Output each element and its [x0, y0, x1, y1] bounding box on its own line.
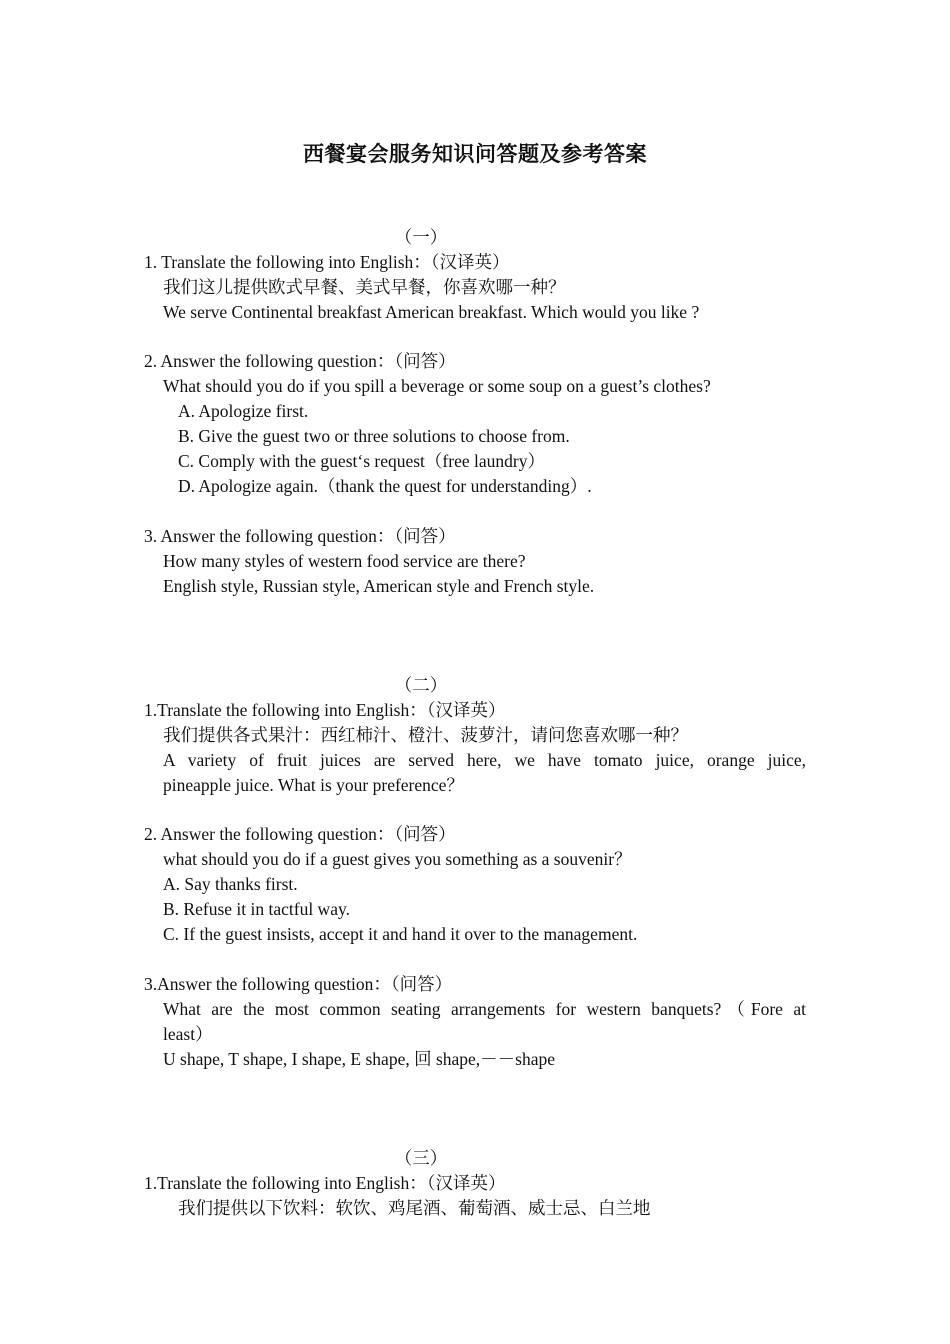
s1-q1-chinese: 我们这儿提供欧式早餐、美式早餐，你喜欢哪一种？ — [163, 277, 566, 297]
s1-q3-question: How many styles of western food service are there? — [163, 551, 526, 571]
s1-q2-prompt: 2. Answer the following question：（问答） — [144, 351, 456, 371]
s1-q1-answer: We serve Continental breakfast American breakfast. Which would you like ? — [163, 302, 700, 322]
s2-q1-answer-line2: pineapple juice. What is your preference？ — [163, 775, 464, 795]
s1-q2-option-d: D. Apologize again.（thank the quest for understanding）. — [178, 476, 592, 496]
s2-q2-option-c: C. If the guest insists, accept it and hand it over to the management. — [163, 924, 638, 944]
s2-q1-prompt: 1.Translate the following into English：（汉译英） — [144, 700, 506, 720]
s2-q2-prompt: 2. Answer the following question：（问答） — [144, 824, 456, 844]
s1-q3-prompt: 3. Answer the following question：（问答） — [144, 526, 456, 546]
s2-q1-chinese: 我们提供各式果汁：西红柿汁、橙汁、菠萝汁，请问您喜欢哪一种？ — [163, 725, 688, 745]
s2-q2-question: what should you do if a guest gives you something as a souvenir？ — [163, 849, 632, 869]
s1-q2-option-b: B. Give the guest two or three solutions to choose from. — [178, 426, 570, 446]
s2-q3-prompt: 3.Answer the following question：（问答） — [144, 974, 453, 994]
s1-q2-question: What should you do if you spill a beverage or some soup on a guest’s clothes? — [163, 376, 711, 396]
section-3-heading: （三） — [394, 1148, 448, 1168]
s2-q3-question-line1: What are the most common seating arrangements for western banquets?（Fore at — [163, 999, 806, 1019]
s2-q3-question-line2: least） — [163, 1024, 213, 1044]
s3-q1-prompt: 1.Translate the following into English：（汉译英） — [144, 1173, 506, 1193]
s2-q2-option-a: A. Say thanks first. — [163, 874, 298, 894]
s1-q2-option-a: A. Apologize first. — [178, 401, 309, 421]
s1-q3-answer: English style, Russian style, American style and French style. — [163, 576, 595, 596]
s1-q1-prompt: 1. Translate the following into English：（汉译英） — [144, 252, 510, 272]
s3-q1-chinese: 我们提供以下饮料：软饮、鸡尾酒、葡萄酒、威士忌、白兰地 — [178, 1198, 651, 1218]
s1-q2-option-c: C. Comply with the guest‘s request（free laundry） — [178, 451, 545, 471]
section-1-heading: （一） — [394, 227, 448, 247]
s2-q3-answer: U shape, T shape, I shape, E shape, 回 shape,－－shape — [163, 1049, 556, 1069]
s2-q1-answer-line1: A variety of fruit juices are served here, we have tomato juice, orange juice, — [163, 750, 806, 770]
document-title: 西餐宴会服务知识问答题及参考答案 — [303, 142, 647, 166]
s2-q2-option-b: B. Refuse it in tactful way. — [163, 899, 350, 919]
section-2-heading: （二） — [394, 675, 448, 695]
